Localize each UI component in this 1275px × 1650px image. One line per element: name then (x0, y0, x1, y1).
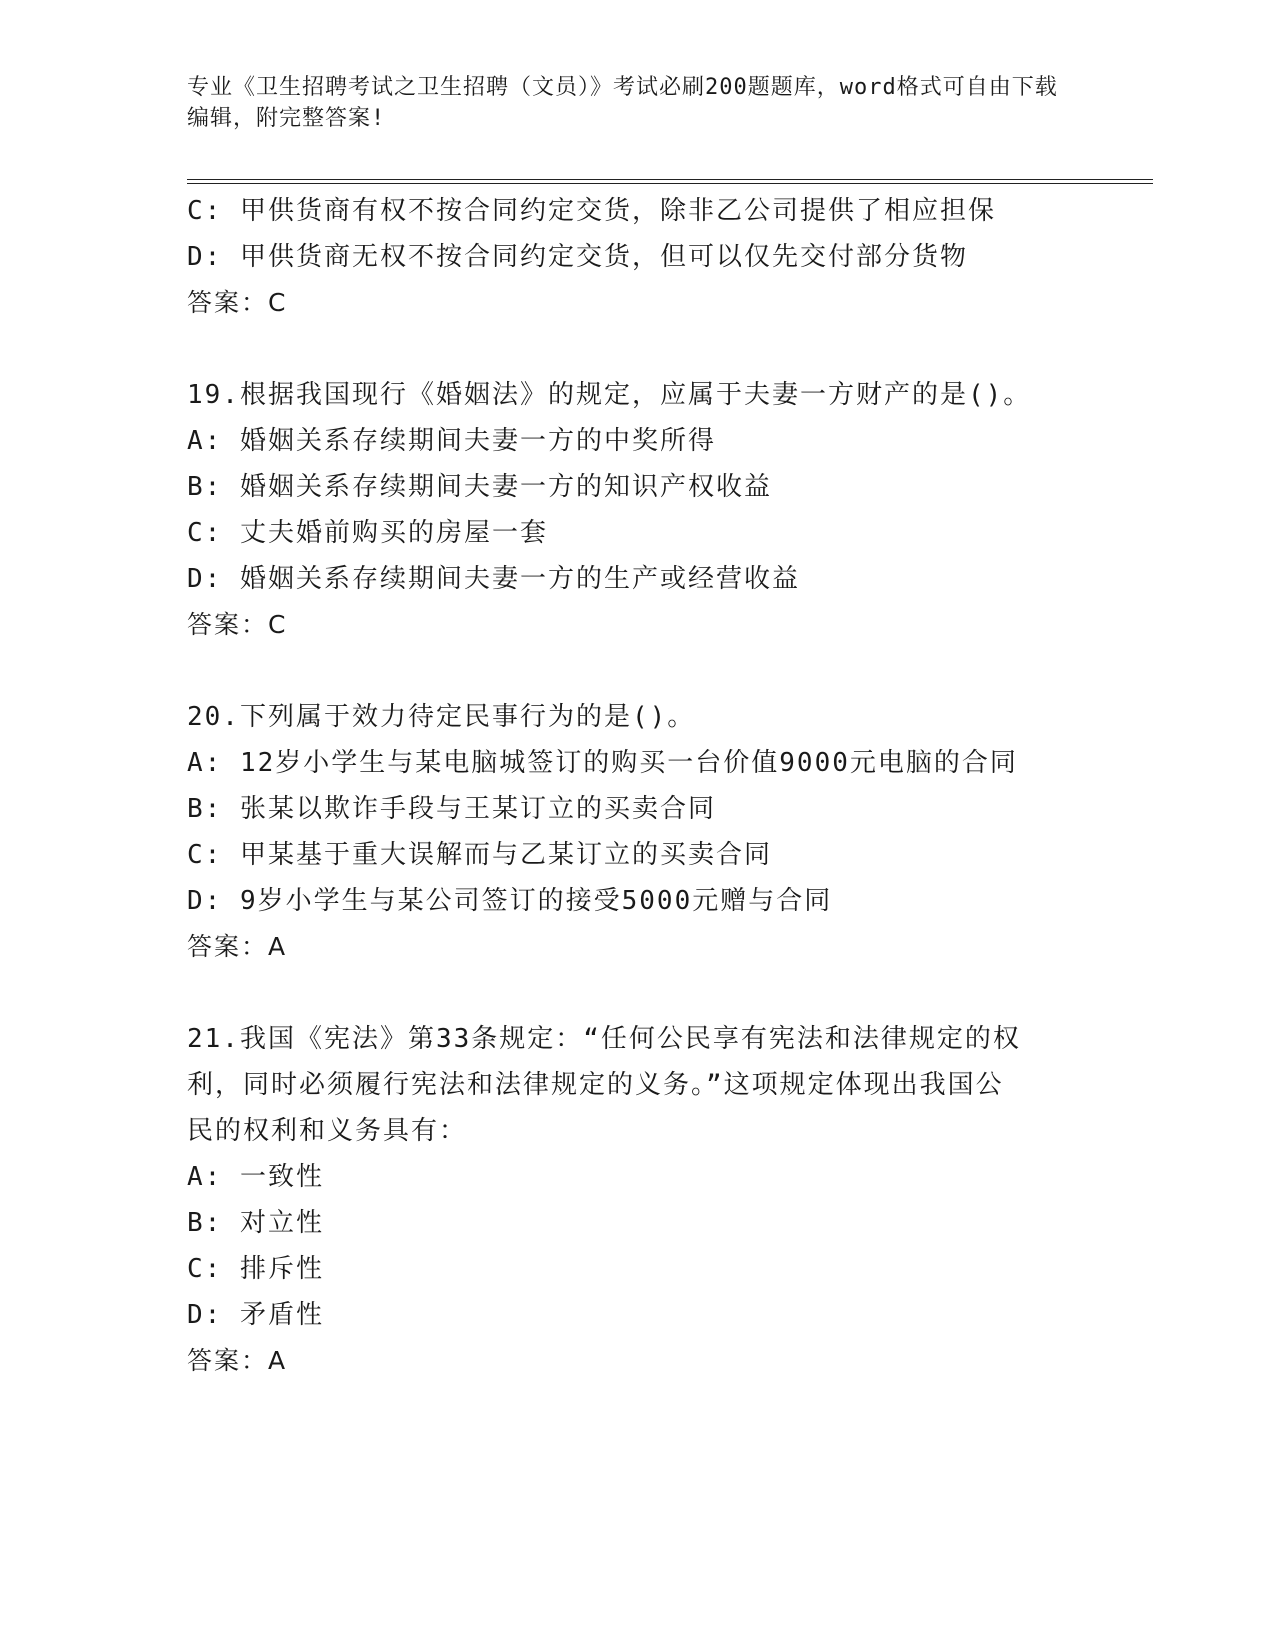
question-text-line-2: 利，同时必须履行宪法和法律规定的义务。”这项规定体现出我国公 (187, 1070, 1004, 1100)
question-text-line-3: 民的权利和义务具有： (187, 1116, 468, 1146)
answer-label: 答案： (187, 1346, 269, 1375)
question-21 (187, 1016, 1067, 1384)
answer-label: 答案： (187, 932, 269, 961)
option-b: B: 婚姻关系存续期间夫妻一方的知识产权收益 (187, 472, 772, 502)
answer-label: 答案： (187, 288, 269, 317)
option-c: C: 甲某基于重大误解而与乙某订立的买卖合同 (187, 840, 772, 870)
document-header: 专业《卫生招聘考试之卫生招聘（文员）》考试必刷200题题库，word格式可自由下载编辑，附完整答案! (187, 75, 1058, 131)
option-c: C: 排斥性 (187, 1254, 324, 1284)
answer-line (187, 924, 1067, 970)
spacer (187, 326, 1067, 372)
option-d: D: 甲供货商无权不按合同约定交货，但可以仅先交付部分货物 (187, 242, 968, 272)
option-d: D: 婚姻关系存续期间夫妻一方的生产或经营收益 (187, 564, 800, 594)
header-rule-top (187, 179, 1153, 180)
question-text-line-1: 21.我国《宪法》第33条规定：“任何公民享有宪法和法律规定的权 (187, 1024, 1021, 1054)
option-a: A: 婚姻关系存续期间夫妻一方的中奖所得 (187, 426, 716, 456)
answer-value: C (268, 610, 288, 639)
answer-line (187, 280, 1067, 326)
answer-value: A (268, 932, 288, 961)
spacer (187, 970, 1067, 1016)
spacer (187, 648, 1067, 694)
option-a: A: 12岁小学生与某电脑城签订的购买一台价值9000元电脑的合同 (187, 748, 1018, 778)
answer-line (187, 602, 1067, 648)
question-20 (187, 694, 1067, 970)
header-rule-bottom (187, 183, 1153, 184)
option-b: B: 张某以欺诈手段与王某订立的买卖合同 (187, 794, 716, 824)
option-d: D: 9岁小学生与某公司签订的接受5000元赠与合同 (187, 886, 833, 916)
option-b: B: 对立性 (187, 1208, 324, 1238)
option-a: A: 一致性 (187, 1162, 324, 1192)
option-c: C: 丈夫婚前购买的房屋一套 (187, 518, 548, 548)
answer-value: C (268, 288, 288, 317)
option-d: D: 矛盾性 (187, 1300, 324, 1330)
question-text: 20.下列属于效力待定民事行为的是()。 (187, 702, 696, 732)
question-content (187, 188, 1067, 1384)
question-text: 19.根据我国现行《婚姻法》的规定，应属于夫妻一方财产的是()。 (187, 380, 1032, 410)
answer-line (187, 1338, 1067, 1384)
continued-question (187, 188, 1067, 326)
question-19 (187, 372, 1067, 648)
option-c: C: 甲供货商有权不按合同约定交货，除非乙公司提供了相应担保 (187, 196, 996, 226)
answer-value: A (268, 1346, 288, 1375)
answer-label: 答案： (187, 610, 269, 639)
